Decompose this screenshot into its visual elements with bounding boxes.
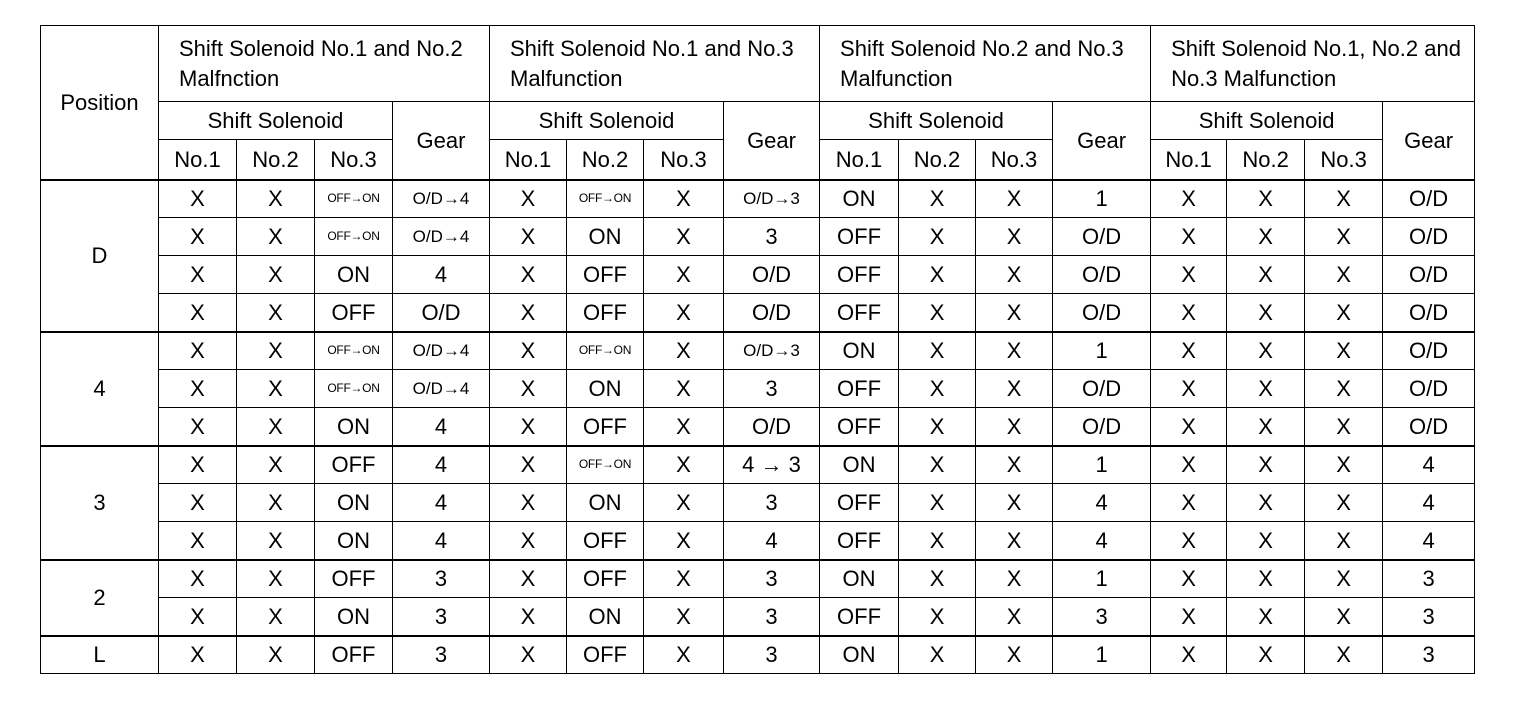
table-cell: X [1305,294,1383,332]
table-row [41,522,1475,560]
table-cell: X [1227,522,1305,560]
table-cell: O/D [1383,294,1475,332]
table-cell: X [899,256,976,294]
gear-header: Gear [1383,102,1475,180]
position-label: D [41,180,159,332]
table-cell: X [644,484,724,522]
table-cell: X [899,560,976,598]
table-row [41,598,1475,636]
table-cell: 4 [1383,522,1475,560]
table-cell: X [1151,180,1227,218]
table-cell: X [1227,598,1305,636]
table-cell: OFF [567,522,644,560]
table-cell: OFF [820,522,899,560]
table-cell: ON [315,598,393,636]
table-cell: 4 [1383,484,1475,522]
table-cell: OFF [567,294,644,332]
position-label: 4 [41,332,159,446]
table-cell: 3 [1383,636,1475,674]
table-cell: X [1227,180,1305,218]
gear-header: Gear [1053,102,1151,180]
table-cell: X [1151,294,1227,332]
table-cell: 3 [724,218,820,256]
table-cell: X [644,560,724,598]
table-cell: OFF [820,256,899,294]
table-cell: X [899,294,976,332]
solenoid-no1-header: No.1 [159,140,237,180]
table-cell: 3 [724,560,820,598]
table-cell: X [159,636,237,674]
position-header: Position [41,26,159,180]
table-cell: 1 [1053,560,1151,598]
table-cell: 3 [1383,560,1475,598]
table-cell: O/D→4 [393,332,490,370]
table-cell: X [1151,598,1227,636]
table-cell: O/D→4 [393,370,490,408]
table-cell: X [237,446,315,484]
table-cell: X [159,180,237,218]
table-cell: O/D [1383,332,1475,370]
table-cell: OFF [567,408,644,446]
table-cell: X [644,332,724,370]
table-cell: OFF→ON [567,180,644,218]
table-cell: X [899,484,976,522]
table-cell: 3 [724,370,820,408]
table-cell: X [1151,446,1227,484]
table-cell: OFF [820,370,899,408]
table-cell: O/D [1383,180,1475,218]
solenoid-no1-header: No.1 [490,140,567,180]
table-cell: 3 [393,636,490,674]
table-cell: X [976,370,1053,408]
table-cell: 1 [1053,446,1151,484]
table-cell: O/D [1053,408,1151,446]
table-cell: X [644,294,724,332]
table-cell: X [159,408,237,446]
table-cell: X [1227,370,1305,408]
table-cell: X [159,370,237,408]
table-cell: X [1227,446,1305,484]
table-cell: X [976,484,1053,522]
table-row [41,332,1475,370]
table-cell: X [159,598,237,636]
table-cell: X [490,294,567,332]
table-cell: 4 [1053,484,1151,522]
table-cell: X [976,560,1053,598]
gear-header: Gear [724,102,820,180]
table-cell: O/D [1383,370,1475,408]
table-cell: 3 [724,484,820,522]
table-cell: 3 [724,636,820,674]
table-cell: X [237,484,315,522]
subheader-row [41,102,1475,140]
table-cell: X [490,332,567,370]
table-cell: X [159,484,237,522]
table-cell: X [1151,218,1227,256]
table-cell: OFF→ON [567,332,644,370]
table-cell: ON [567,218,644,256]
table-row [41,256,1475,294]
table-cell: X [1305,408,1383,446]
position-label: 2 [41,560,159,636]
table-cell: X [1305,180,1383,218]
table-cell: 3 [1383,598,1475,636]
table-cell: OFF→ON [567,446,644,484]
table-cell: O/D [1383,256,1475,294]
shift-solenoid-header: Shift Solenoid [159,102,393,140]
table-cell: X [1227,560,1305,598]
table-cell: X [1151,370,1227,408]
solenoid-no2-header: No.2 [1227,140,1305,180]
table-cell: X [490,522,567,560]
table-cell: X [1151,522,1227,560]
table-cell: X [237,560,315,598]
table-cell: X [490,446,567,484]
table-cell: X [899,636,976,674]
table-cell: ON [567,370,644,408]
table-cell: 1 [1053,332,1151,370]
table-body [41,180,1475,674]
table-cell: X [1305,560,1383,598]
table-cell: X [1305,598,1383,636]
table-cell: X [1305,522,1383,560]
table-cell: X [1305,370,1383,408]
table-cell: X [1305,218,1383,256]
table-cell: X [237,408,315,446]
table-cell: 3 [393,560,490,598]
table-cell: X [490,598,567,636]
table-cell: X [490,636,567,674]
table-cell: X [1305,446,1383,484]
table-cell: X [237,294,315,332]
table-cell: ON [820,446,899,484]
table-cell: O/D [1053,370,1151,408]
table-cell: X [899,446,976,484]
table-cell: OFF [567,256,644,294]
table-cell: OFF [820,598,899,636]
table-cell: X [976,598,1053,636]
table-cell: OFF [820,408,899,446]
table-cell: X [159,522,237,560]
table-cell: X [237,370,315,408]
shift-solenoid-header: Shift Solenoid [490,102,724,140]
table-cell: X [237,636,315,674]
table-cell: X [1305,332,1383,370]
table-cell: O/D [724,294,820,332]
table-cell: ON [820,636,899,674]
table-cell: X [159,332,237,370]
table-cell: OFF [315,446,393,484]
table-cell: O/D→4 [393,180,490,218]
table-cell: 4 [393,484,490,522]
table-cell: X [159,218,237,256]
table-cell: O/D [1383,408,1475,446]
table-cell: X [644,598,724,636]
table-row [41,370,1475,408]
solenoid-no2-header: No.2 [567,140,644,180]
table-cell: X [1227,408,1305,446]
table-cell: O/D [1383,218,1475,256]
table-cell: OFF [315,560,393,598]
table-cell: ON [315,522,393,560]
table-cell: O/D [1053,256,1151,294]
table-row [41,408,1475,446]
table-cell: X [1305,636,1383,674]
table-cell: X [490,218,567,256]
table-cell: X [237,522,315,560]
table-cell: X [1151,256,1227,294]
table-cell: X [490,370,567,408]
table-cell: O/D [1053,218,1151,256]
table-cell: 4 [724,522,820,560]
table-cell: O/D→4 [393,218,490,256]
table-cell: X [237,218,315,256]
table-cell: X [644,522,724,560]
table-cell: X [976,180,1053,218]
table-cell: 3 [1053,598,1151,636]
table-cell: X [159,294,237,332]
table-cell: 4 [393,522,490,560]
table-cell: X [644,370,724,408]
table-cell: ON [315,408,393,446]
group-header-2: Shift Solenoid No.1 and No.3 Malfunction [490,26,820,102]
table-cell: 1 [1053,180,1151,218]
table-cell: X [1305,484,1383,522]
table-cell: X [899,370,976,408]
table-cell: X [1151,636,1227,674]
table-row [41,294,1475,332]
table-cell: ON [315,256,393,294]
table-cell: X [490,180,567,218]
table-cell: X [1227,294,1305,332]
table-cell: 4 [1383,446,1475,484]
table-cell: X [644,218,724,256]
table-cell: X [490,408,567,446]
solenoid-no2-header: No.2 [237,140,315,180]
table-cell: X [1227,332,1305,370]
shift-solenoid-header: Shift Solenoid [820,102,1053,140]
position-label: 3 [41,446,159,560]
table-cell: X [976,256,1053,294]
table-cell: X [976,522,1053,560]
table-cell: OFF→ON [315,370,393,408]
table-cell: X [976,636,1053,674]
table-cell: 3 [393,598,490,636]
table-cell: X [644,408,724,446]
table-cell: 4 [393,446,490,484]
table-cell: 4 [393,256,490,294]
solenoid-no1-header: No.1 [1151,140,1227,180]
table-cell: X [237,256,315,294]
table-cell: ON [820,180,899,218]
table-row [41,560,1475,598]
table-row [41,218,1475,256]
table-cell: X [976,218,1053,256]
table-cell: X [1151,332,1227,370]
table-cell: 4 → 3 [724,446,820,484]
table-cell: X [1227,484,1305,522]
table-cell: X [899,598,976,636]
table-cell: O/D [393,294,490,332]
solenoid-no3-header: No.3 [315,140,393,180]
table-cell: ON [820,332,899,370]
table-cell: 3 [724,598,820,636]
table-row [41,636,1475,674]
table-cell: 1 [1053,636,1151,674]
group-header-3: Shift Solenoid No.2 and No.3 Malfunction [820,26,1151,102]
table-cell: OFF→ON [315,218,393,256]
table-row [41,446,1475,484]
solenoid-no3-header: No.3 [644,140,724,180]
table-cell: X [976,446,1053,484]
table-cell: O/D [724,408,820,446]
shift-solenoid-header: Shift Solenoid [1151,102,1383,140]
table-cell: X [644,446,724,484]
table-cell: ON [820,560,899,598]
table-cell: X [159,446,237,484]
solenoid-no3-header: No.3 [976,140,1053,180]
table-cell: X [1151,560,1227,598]
solenoid-malfunction-table [40,25,1475,674]
table-cell: X [976,408,1053,446]
table-cell: 4 [1053,522,1151,560]
table-cell: X [1151,408,1227,446]
table-cell: X [159,560,237,598]
solenoid-no1-header: No.1 [820,140,899,180]
group-header-1: Shift Solenoid No.1 and No.2 Malfnction [159,26,490,102]
table-cell: X [490,484,567,522]
table-cell: ON [567,484,644,522]
position-label: L [41,636,159,674]
table-cell: X [899,522,976,560]
table-cell: OFF→ON [315,332,393,370]
table-cell: OFF→ON [315,180,393,218]
table-cell: X [1227,218,1305,256]
group-header-4: Shift Solenoid No.1, No.2 and No.3 Malfunction [1151,26,1475,102]
table-cell: OFF [567,560,644,598]
table-cell: X [237,332,315,370]
table-row [41,484,1475,522]
table-cell: OFF [820,218,899,256]
table-cell: OFF [820,294,899,332]
table-cell: O/D [1053,294,1151,332]
table-row [41,180,1475,218]
table-cell: OFF [315,636,393,674]
table-cell: X [644,180,724,218]
gear-header: Gear [393,102,490,180]
table-cell: ON [567,598,644,636]
table-cell: X [644,256,724,294]
table-cell: X [899,408,976,446]
table-cell: X [1305,256,1383,294]
table-cell: X [899,218,976,256]
table-cell: X [159,256,237,294]
table-cell: X [1227,636,1305,674]
table-cell: ON [315,484,393,522]
table-cell: X [976,294,1053,332]
table-cell: X [237,180,315,218]
table-cell: X [1227,256,1305,294]
solenoid-no3-header: No.3 [1305,140,1383,180]
table-cell: 4 [393,408,490,446]
table-cell: OFF [315,294,393,332]
table-cell: OFF [820,484,899,522]
table-cell: X [490,560,567,598]
table-cell: X [644,636,724,674]
table-cell: X [490,256,567,294]
table-cell: X [237,598,315,636]
table-cell: O/D→3 [724,332,820,370]
solenoid-no2-header: No.2 [899,140,976,180]
table-cell: X [976,332,1053,370]
table-cell: O/D [724,256,820,294]
table-cell: X [899,180,976,218]
table-cell: X [1151,484,1227,522]
table-cell: OFF [567,636,644,674]
table-cell: X [899,332,976,370]
table-cell: O/D→3 [724,180,820,218]
